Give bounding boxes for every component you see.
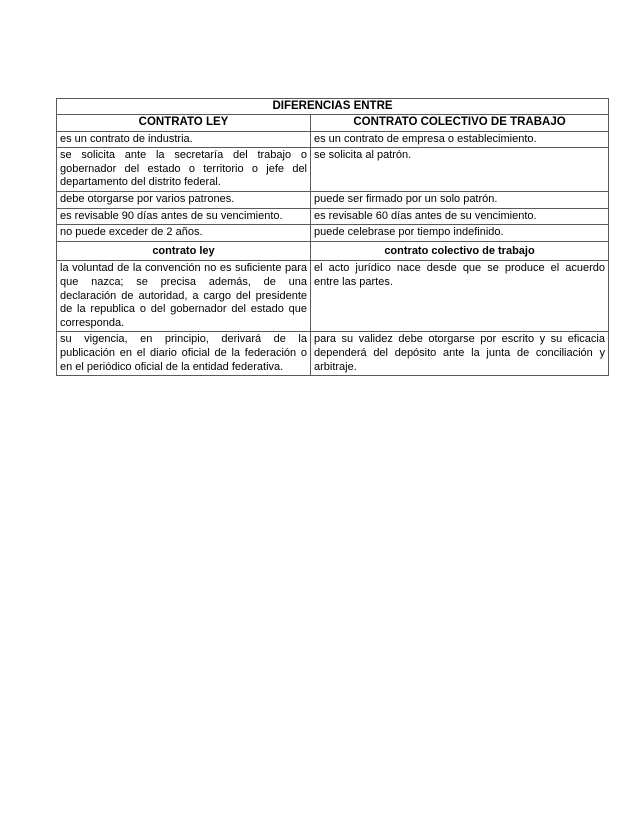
cell-colectivo: es un contrato de empresa o establecimiento. — [311, 131, 609, 148]
table-row — [57, 225, 609, 242]
subheader-contrato-ley: contrato ley — [57, 241, 311, 261]
header-contrato-ley: CONTRATO LEY — [57, 114, 311, 131]
cell-ley: se solicita ante la secretaría del trabajo o gobernador del estado o territorio o jefe del departamento del distrito federal. — [57, 148, 311, 192]
cell-ley: es un contrato de industria. — [57, 131, 311, 148]
table-row — [57, 208, 609, 225]
table-row — [57, 261, 609, 332]
cell-ley: su vigencia, en principio, derivará de la publicación en el diario oficial de la federación o en el periódico oficial de la entidad federativa. — [57, 332, 311, 376]
cell-colectivo: se solicita al patrón. — [311, 148, 609, 192]
subheader-contrato-colectivo: contrato colectivo de trabajo — [311, 241, 609, 261]
table-title-row — [57, 99, 609, 115]
cell-colectivo: puede celebrase por tiempo indefinido. — [311, 225, 609, 242]
table-row — [57, 131, 609, 148]
header-row — [57, 114, 609, 131]
cell-ley: no puede exceder de 2 años. — [57, 225, 311, 242]
header-contrato-colectivo: CONTRATO COLECTIVO DE TRABAJO — [311, 114, 609, 131]
differences-table — [56, 98, 609, 376]
table-title: DIFERENCIAS ENTRE — [57, 99, 609, 115]
table-row — [57, 191, 609, 208]
cell-ley: es revisable 90 días antes de su vencimiento. — [57, 208, 311, 225]
table-row — [57, 332, 609, 376]
cell-colectivo: el acto jurídico nace desde que se produce el acuerdo entre las partes. — [311, 261, 609, 332]
cell-ley: debe otorgarse por varios patrones. — [57, 191, 311, 208]
table-row — [57, 148, 609, 192]
cell-colectivo: es revisable 60 días antes de su vencimiento. — [311, 208, 609, 225]
subheader-row — [57, 241, 609, 261]
cell-colectivo: puede ser firmado por un solo patrón. — [311, 191, 609, 208]
cell-colectivo: para su validez debe otorgarse por escrito y su eficacia dependerá del depósito ante la junta de conciliación y arbitraje. — [311, 332, 609, 376]
cell-ley: la voluntad de la convención no es suficiente para que nazca; se precisa además, de una declaración de autoridad, a cargo del presidente de la republica o del gobernador del estado que corresponda. — [57, 261, 311, 332]
